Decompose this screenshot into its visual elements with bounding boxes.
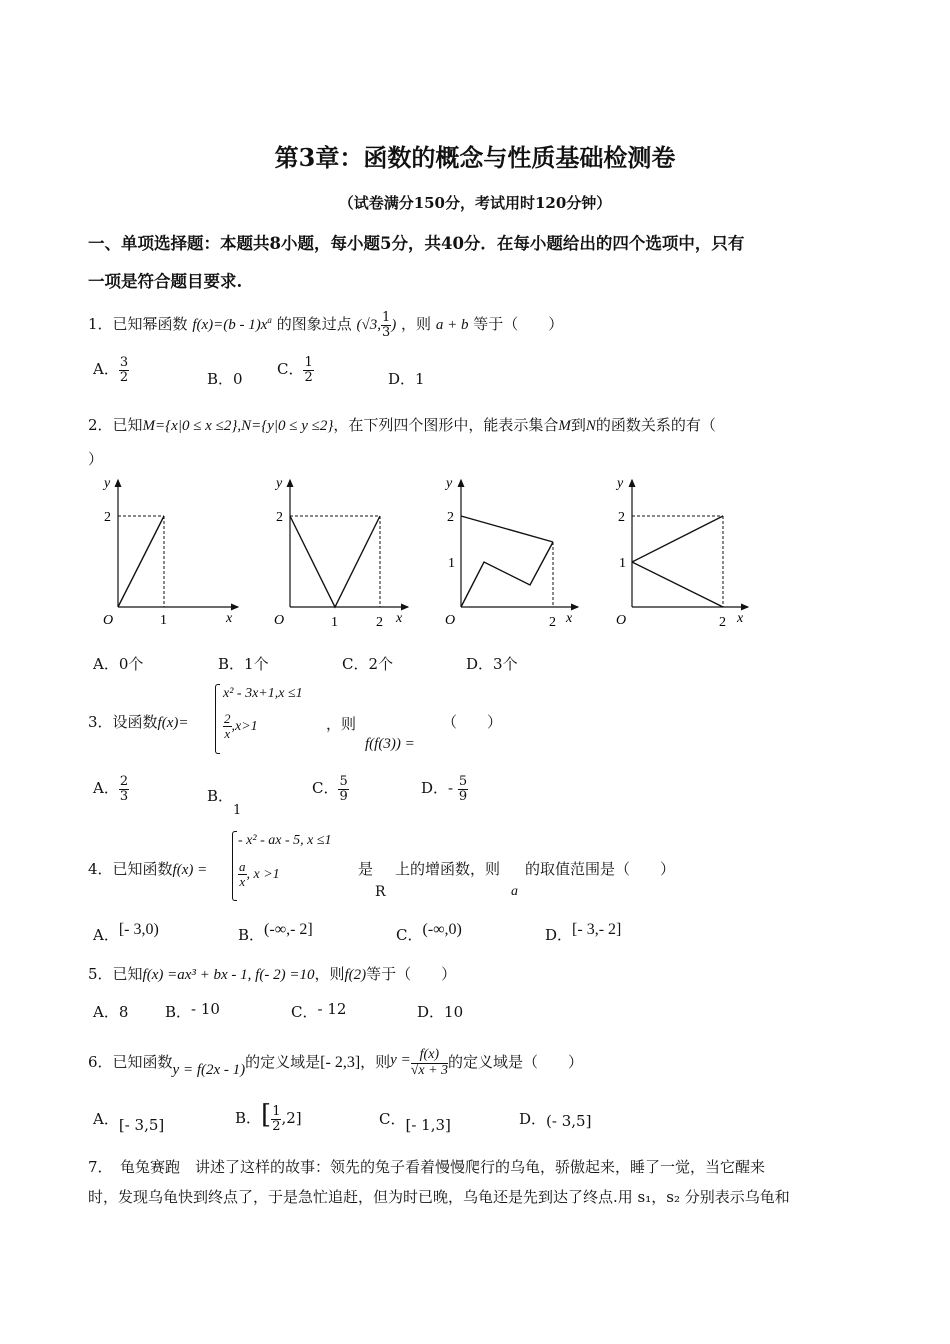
q6-fraction: $\frac{f(x)}{√x + 3}$	[410, 1047, 449, 1078]
q3-then: ，则	[326, 715, 357, 733]
page-title: 第3章：函数的概念与性质基础检测卷	[274, 143, 676, 172]
q3-paren: （ ）	[442, 713, 503, 731]
q2-option-d[interactable]: D．3个	[466, 655, 518, 673]
graph-4-curve-upper	[632, 516, 723, 562]
q2-option-b[interactable]: B．1个	[218, 655, 269, 673]
q4-is: 是	[358, 860, 374, 878]
q1-then: ，则	[401, 315, 432, 334]
q7-line-1: 7． 龟兔赛跑 讲述了这样的故事：领先的兔子看着慢慢爬行的乌龟，骄傲起来，睡了一觉，当它醒来	[88, 1158, 766, 1176]
q3-option-b[interactable]: B．1	[207, 787, 242, 818]
graph-4-tick-2: 2	[618, 510, 625, 525]
q2-sets: M={x|0 ≤ x ≤2},N={y|0 ≤ y ≤2}	[142, 418, 334, 434]
q3-brace	[215, 684, 220, 754]
q4-option-a[interactable]: A．[- 3,0)	[93, 921, 159, 944]
graph-3-x-label: x	[566, 611, 573, 626]
q4-case-1: - x² - ax - 5, x ≤1	[238, 833, 332, 848]
question-2-close: ）	[88, 450, 104, 468]
q1-option-a[interactable]: A． $\frac{3}{2}$	[93, 355, 129, 385]
graph-3-origin: O	[445, 613, 456, 628]
q2-graphs	[80, 472, 780, 637]
q4-brace	[232, 831, 237, 901]
graph-2-tick-2: 2	[276, 510, 283, 525]
question-2: 2．已知M={x|0 ≤ x ≤2},N={y|0 ≤ y ≤2}，在下列四个图形中，能表示集合M到N的函数关系的有（	[88, 416, 716, 434]
q1-function: f(x)=(b - 1)x	[192, 317, 268, 334]
section-heading-line2: 一项是符合题目要求.	[88, 272, 243, 291]
q6-option-c[interactable]: C．[- 1,3]	[379, 1110, 451, 1134]
graph-1-x-label: x	[226, 611, 233, 626]
q6-domain: [- 2,3]	[320, 1054, 361, 1072]
q5-option-c[interactable]: C．- 12	[291, 1000, 347, 1021]
q4-text-2: 的取值范围是（ ）	[525, 860, 676, 878]
q3-case-2: $\frac{2}{x}$ ,x>1	[224, 711, 258, 741]
graph-3	[444, 476, 578, 630]
question-5: 5．已知f(x) =ax³ + bx - 1, f(- 2) =10，则f(2)等于（ ）	[88, 965, 457, 983]
q1-option-c[interactable]: C． $\frac{1}{2}$	[277, 355, 313, 385]
graph-3-y-label: y	[446, 476, 453, 491]
graph-1-origin: O	[103, 613, 114, 628]
q3-prefix: 3．设函数f(x)=	[88, 713, 189, 731]
q1-prefix: 1．已知幂函数	[88, 315, 188, 334]
graph-4-tick-2x: 2	[719, 615, 726, 630]
q4-text-1: 上的增函数，则	[395, 860, 501, 878]
graph-2-x-label: x	[396, 611, 403, 626]
graph-3-curve-lower	[461, 542, 553, 607]
graph-3-curve-upper	[461, 516, 553, 542]
q5-option-d[interactable]: D．10	[417, 1003, 464, 1021]
graph-4-tick-1: 1	[619, 556, 626, 571]
q4-function: f(x) =	[172, 862, 208, 878]
q6-option-b[interactable]: B．[ $\frac{1}{2}$ ,2]	[235, 1100, 302, 1134]
graph-1-y-label: y	[104, 476, 111, 491]
q1-point-fraction: $\frac{1}{3}$	[381, 310, 391, 340]
section-heading-line1: 一、单项选择题：本题共8小题，每小题5分，共40分．在每小题给出的四个选项中，只有	[88, 234, 745, 253]
q1-option-d[interactable]: D．1	[388, 370, 425, 388]
graph-2-curve	[290, 516, 380, 607]
q6-function: y = f(2x - 1)	[172, 1062, 246, 1079]
graph-2-y-label: y	[276, 476, 283, 491]
q1-option-b[interactable]: B．0	[207, 370, 243, 388]
q3-function: f(x)=	[157, 715, 189, 731]
graph-1	[102, 476, 238, 628]
q3-option-a[interactable]: A． $\frac{2}{3}$	[93, 774, 129, 804]
q1-expression: a + b	[435, 317, 469, 334]
graph-1-tick-2: 2	[104, 510, 111, 525]
graph-3-tick-2: 2	[447, 510, 454, 525]
q4-prefix: 4．已知函数f(x) =	[88, 860, 208, 878]
graph-1-tick-1: 1	[160, 613, 167, 628]
graph-1-curve	[118, 516, 164, 607]
q3-option-d[interactable]: D．- $\frac{5}{9}$	[421, 774, 468, 804]
q1-suffix: 等于（ ）	[473, 315, 564, 334]
q4-option-b[interactable]: B．(-∞,- 2]	[238, 921, 313, 944]
q1-option-c-fraction: $\frac{1}{2}$	[304, 355, 313, 385]
graph-2-tick-1: 1	[331, 615, 338, 630]
graph-2-tick-2x: 2	[376, 615, 383, 630]
graph-2	[274, 476, 408, 630]
q4-case-2: $\frac{a}{x}$ , x >1	[239, 859, 280, 889]
q1-point-open: (√3,	[356, 317, 381, 334]
q4-param-a: a	[511, 884, 518, 899]
graph-4-y-label: y	[617, 476, 624, 491]
q1-mid: 的图象过点	[276, 315, 352, 334]
q1-point-close: )	[391, 317, 397, 334]
graph-4-x-label: x	[737, 611, 744, 626]
graph-3-tick-2x: 2	[549, 615, 556, 630]
q6-option-d[interactable]: D．(- 3,5]	[519, 1110, 592, 1130]
graph-4	[615, 476, 748, 630]
graph-2-origin: O	[274, 613, 285, 628]
q2-option-a[interactable]: A．0个	[93, 655, 144, 673]
q7-line-2: 时，发现乌龟快到终点了，于是急忙追赶，但为时已晚，乌龟还是先到达了终点.用 s₁，s₂ 分别表示乌龟和	[88, 1188, 790, 1206]
graph-3-tick-1: 1	[448, 556, 455, 571]
q3-case-1: x² - 3x+1,x ≤1	[223, 686, 303, 701]
q5-expression: f(2)	[344, 967, 367, 983]
question-1	[88, 311, 563, 339]
q5-option-a[interactable]: A．8	[93, 1003, 129, 1021]
q3-expression: f(f(3)) =	[365, 736, 415, 752]
question-6: 6．已知函数y = f(2x - 1)的定义域是[- 2,3]，则y = $\frac{f(x)}{√x + 3}$ 的定义域是（ ）	[88, 1047, 584, 1079]
q5-function: f(x) =ax³ + bx - 1, f(- 2) =10	[142, 967, 315, 983]
q4-option-d[interactable]: D．[- 3,- 2]	[545, 921, 622, 944]
q4-set-r: R	[375, 884, 386, 900]
q4-option-c[interactable]: C．(-∞,0)	[396, 921, 462, 944]
q5-option-b[interactable]: B．- 10	[165, 1000, 220, 1021]
q3-option-c[interactable]: C． $\frac{5}{9}$	[312, 774, 348, 804]
q6-option-a[interactable]: A．[- 3,5]	[93, 1110, 165, 1134]
graph-4-curve-lower	[632, 562, 723, 607]
graph-4-origin: O	[616, 613, 627, 628]
page-subtitle: （试卷满分150分，考试用时120分钟）	[338, 194, 612, 212]
q2-option-c[interactable]: C．2个	[342, 655, 394, 673]
q1-exponent: a	[267, 315, 272, 326]
q1-option-a-fraction: $\frac{3}{2}$	[119, 355, 129, 385]
